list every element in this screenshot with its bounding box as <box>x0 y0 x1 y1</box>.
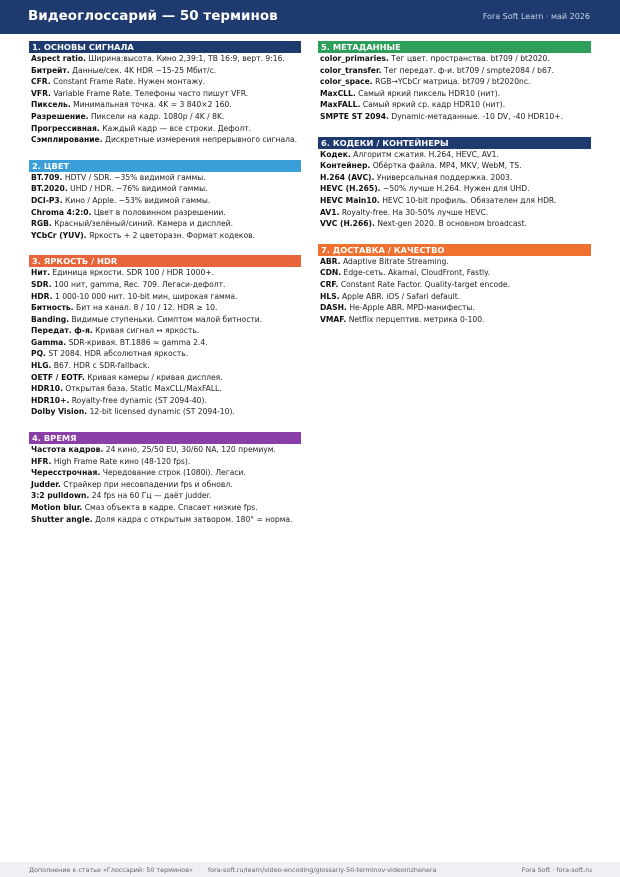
section-title: 6. КОДЕКИ / КОНТЕЙНЕРЫ <box>318 137 591 149</box>
term-entry <box>320 218 591 230</box>
term-name: 3:2 pulldown. <box>31 491 90 501</box>
term-definition: 1 000-10 000 нит. 10-bit мин, широкая гамма. <box>54 291 238 301</box>
term-name: Judder. <box>31 479 61 489</box>
term-list <box>29 172 301 242</box>
term-definition: Ширина:высота. Кино 2,39:1, ТВ 16:9, верт. 9:16. <box>88 54 285 63</box>
term-name: CRF. <box>320 279 339 289</box>
term-entry <box>31 444 301 456</box>
term-definition: Минимальная точка. 4K = 3 840×2 160. <box>73 100 232 110</box>
term-definition: Edge-сеть. Akamai, CloudFront, Fastly. <box>343 268 490 278</box>
term-name: BT.2020. <box>31 184 68 194</box>
section-title: 2. ЦВЕТ <box>29 160 301 172</box>
term-name: DCI-P3. <box>31 195 63 205</box>
term-name: CDN. <box>320 268 342 278</box>
term-entry <box>31 207 301 219</box>
term-definition: Обёртка файла. MP4, MKV, WebM, TS. <box>372 161 522 171</box>
term-definition: Страйкер при несовпадении fps и обновл. <box>63 479 233 489</box>
term-entry <box>31 230 301 242</box>
term-definition: HEVC 10-bit профиль. Обязателен для HDR. <box>382 195 557 205</box>
section-title: 3. ЯРКОСТЬ / HDR <box>29 255 301 267</box>
term-name: Gamma. <box>31 337 67 347</box>
term-definition: Дискретные измерения непрерывного сигнала. <box>105 135 298 145</box>
term-name: DASH. <box>320 303 347 313</box>
term-definition: Кино / Apple. ~53% видимой гаммы. <box>65 195 211 205</box>
term-entry <box>320 183 591 195</box>
footer-brand: Fora Soft · fora-soft.ru <box>521 866 592 874</box>
term-name: SDR. <box>31 279 52 289</box>
term-list <box>318 256 591 326</box>
term-name: color_transfer. <box>320 65 382 75</box>
term-entry <box>320 149 591 161</box>
term-list <box>29 53 301 146</box>
term-entry <box>31 195 301 207</box>
term-definition: 24 кино, 25/50 EU, 30/60 NA, 120 премиум. <box>105 445 276 455</box>
glossary-section <box>318 244 591 326</box>
term-name: Пиксель. <box>31 100 71 110</box>
term-definition: Тег передат. ф-и. bt709 / smpte2084 / b67. <box>383 65 555 75</box>
term-definition: 12-bit licensed dynamic (ST 2094-10). <box>89 407 235 417</box>
term-definition: Открытая база. Static MaxCLL/MaxFALL. <box>65 384 222 394</box>
term-name: HDR10. <box>31 384 63 394</box>
footer-url[interactable]: fora-soft.ru/learn/video-encoding/glossariy-50-terminov-videoinzhenera <box>208 866 437 874</box>
right-column <box>318 41 591 339</box>
term-name: Битность. <box>31 303 74 313</box>
term-name: Разрешение. <box>31 111 89 121</box>
term-definition: SDR-кривая. BT.1886 ≈ gamma 2.4. <box>68 337 208 347</box>
term-entry <box>31 479 301 491</box>
term-name: YCbCr (YUV). <box>31 230 87 240</box>
term-definition: Royalty-free dynamic (ST 2094-40). <box>71 395 207 405</box>
term-definition: Самый яркий пиксель HDR10 (нит). <box>358 88 501 98</box>
term-definition: Кривая сигнал ↔ яркость. <box>95 326 200 336</box>
term-entry <box>31 65 301 77</box>
term-entry <box>31 325 301 337</box>
section-title: 7. ДОСТАВКА / КАЧЕСТВО <box>318 244 591 256</box>
term-entry <box>320 291 591 303</box>
term-name: SMPTE ST 2094. <box>320 111 389 121</box>
term-definition: RGB→YCbCr матрица. bt709 / bt2020nc. <box>375 77 531 87</box>
term-entry <box>31 514 301 526</box>
term-entry <box>31 383 301 395</box>
term-name: Motion blur. <box>31 503 83 512</box>
term-name: Кодек. <box>320 149 351 159</box>
term-name: Dolby Vision. <box>31 407 88 417</box>
term-entry <box>320 99 591 111</box>
header-meta: Fora Soft Learn · май 2026 <box>482 12 590 21</box>
term-entry <box>31 337 301 349</box>
term-entry <box>31 456 301 468</box>
term-entry <box>31 490 301 502</box>
term-definition: Бит на канал. 8 / 10 / 12. HDR ≥ 10. <box>76 303 218 313</box>
term-entry <box>31 76 301 88</box>
term-name: ABR. <box>320 256 341 266</box>
term-entry <box>320 279 591 291</box>
term-definition: Доля кадра с открытым затвором. 180° = норма. <box>95 514 293 524</box>
term-entry <box>31 172 301 184</box>
term-name: color_space. <box>320 77 373 87</box>
term-name: Chroma 4:2:0. <box>31 207 92 217</box>
term-definition: Dynamic-метаданные. -10 DV, -40 HDR10+. <box>391 111 564 121</box>
term-name: VMAF. <box>320 314 347 324</box>
footer-article-note: Дополнение к статье «Глоссарий: 50 терминов» <box>29 866 193 874</box>
term-definition: HDTV / SDR. ~35% видимой гаммы. <box>64 172 206 182</box>
term-entry <box>320 53 591 65</box>
term-list <box>29 444 301 525</box>
term-name: Передат. ф-я. <box>31 326 93 336</box>
term-entry <box>31 183 301 195</box>
term-entry <box>31 291 301 303</box>
term-name: HLG. <box>31 361 52 371</box>
term-entry <box>31 53 301 65</box>
term-definition: Royalty-free. На 30-50% лучше HEVC. <box>341 207 489 217</box>
term-name: HLS. <box>320 291 340 301</box>
term-entry <box>320 256 591 268</box>
term-entry <box>31 111 301 123</box>
glossary-section <box>29 255 301 418</box>
term-list <box>29 267 301 418</box>
term-definition: Данные/сек. 4K HDR ~15-25 Мбит/с. <box>72 65 217 75</box>
term-name: VFR. <box>31 88 51 98</box>
page-footer <box>0 862 620 877</box>
term-definition: ~50% лучше H.264. Нужен для UHD. <box>382 184 530 194</box>
term-definition: Видимые ступеньки. Симптом малой битности. <box>71 314 263 324</box>
term-entry <box>320 302 591 314</box>
term-definition: Красный/зелёный/синий. Камера и дисплей. <box>54 219 234 229</box>
term-entry <box>320 172 591 184</box>
term-entry <box>31 134 301 146</box>
term-entry <box>31 360 301 372</box>
term-entry <box>31 395 301 407</box>
term-definition: ST 2084. HDR абсолютная яркость. <box>48 349 189 359</box>
term-name: H.264 (AVC). <box>320 172 375 182</box>
term-name: MaxCLL. <box>320 88 356 98</box>
term-definition: Каждый кадр — все строки. Дефолт. <box>102 123 252 133</box>
term-entry <box>320 195 591 207</box>
glossary-section <box>29 160 301 242</box>
term-entry <box>31 218 301 230</box>
term-definition: B67. HDR с SDR-fallback. <box>53 361 150 371</box>
term-name: RGB. <box>31 219 52 229</box>
term-name: color_primaries. <box>320 54 389 63</box>
term-definition: Netflix перцептив. метрика 0-100. <box>348 314 485 324</box>
term-definition: Самый яркий ср. кадр HDR10 (нит). <box>362 100 506 110</box>
term-definition: Adaptive Bitrate Streaming. <box>342 256 449 266</box>
term-name: Сэмплирование. <box>31 135 103 145</box>
term-definition: Универсальная поддержка. 2003. <box>376 172 513 182</box>
term-entry <box>31 123 301 135</box>
term-entry <box>31 302 301 314</box>
term-name: Banding. <box>31 314 70 324</box>
term-entry <box>31 372 301 384</box>
term-name: BT.709. <box>31 172 63 182</box>
page-header <box>0 0 620 34</box>
section-title: 5. МЕТАДАННЫЕ <box>318 41 591 53</box>
section-title: 4. ВРЕМЯ <box>29 432 301 444</box>
term-name: HEVC Main10. <box>320 195 380 205</box>
term-entry <box>320 65 591 77</box>
term-name: Контейнер. <box>320 161 371 171</box>
term-name: Shutter angle. <box>31 514 93 524</box>
term-entry <box>320 111 591 123</box>
term-entry <box>31 406 301 418</box>
term-name: Битрейт. <box>31 65 70 75</box>
glossary-section <box>29 41 301 146</box>
term-name: CFR. <box>31 77 51 87</box>
left-column <box>29 41 301 539</box>
term-entry <box>320 88 591 100</box>
term-entry <box>31 467 301 479</box>
term-entry <box>320 160 591 172</box>
term-name: Нит. <box>31 268 50 278</box>
term-entry <box>31 502 301 514</box>
term-name: MaxFALL. <box>320 100 361 110</box>
term-list <box>318 149 591 230</box>
term-definition: Яркость + 2 цветоразн. Формат кодеков. <box>89 230 256 240</box>
term-definition: Тег цвет. пространства. bt709 / bt2020. <box>391 54 550 63</box>
term-entry <box>31 348 301 360</box>
term-definition: Constant Rate Factor. Quality-target encode. <box>340 279 511 289</box>
term-name: Частота кадров. <box>31 445 104 455</box>
term-entry <box>31 267 301 279</box>
term-definition: Единица яркости. SDR 100 / HDR 1000+. <box>52 268 215 278</box>
term-name: HDR10+. <box>31 395 70 405</box>
term-name: AV1. <box>320 207 340 217</box>
term-definition: Пиксели на кадр. 1080p / 4K / 8K. <box>90 111 225 121</box>
glossary-section <box>29 432 301 525</box>
term-definition: Алгоритм сжатия. H.264, HEVC, AV1. <box>353 149 499 159</box>
term-definition: Constant Frame Rate. Нужен монтажу. <box>53 77 206 87</box>
term-definition: Цвет в половинном разрешении. <box>93 207 226 217</box>
term-entry <box>31 99 301 111</box>
term-entry <box>320 267 591 279</box>
term-definition: Variable Frame Rate. Телефоны часто пишут VFR. <box>53 88 249 98</box>
term-entry <box>320 314 591 326</box>
term-definition: Next-gen 2020. В основном broadcast. <box>377 219 527 229</box>
term-definition: Apple ABR. iOS / Safari default. <box>341 291 461 301</box>
term-list <box>318 53 591 123</box>
term-name: HEVC (H.265). <box>320 184 381 194</box>
term-definition: 24 fps на 60 Гц — даёт judder. <box>91 491 212 501</box>
term-name: Прогрессивная. <box>31 123 100 133</box>
glossary-section <box>318 137 591 230</box>
page-title: Видеоглоссарий — 50 терминов <box>28 8 278 24</box>
term-name: HDR. <box>31 291 53 301</box>
term-entry <box>31 88 301 100</box>
term-name: Чересстрочная. <box>31 468 101 478</box>
term-name: Aspect ratio. <box>31 54 86 63</box>
section-title: 1. ОСНОВЫ СИГНАЛА <box>29 41 301 53</box>
glossary-section <box>318 41 591 123</box>
term-definition: High Frame Rate кино (48-120 fps). <box>53 456 191 466</box>
term-definition: Смаз объекта в кадре. Спасает низкие fps. <box>84 503 258 512</box>
term-entry <box>320 207 591 219</box>
term-entry <box>31 314 301 326</box>
term-entry <box>31 279 301 291</box>
term-definition: Чередование строк (1080i). Легаси. <box>102 468 246 478</box>
term-name: HFR. <box>31 456 52 466</box>
term-name: OETF / EOTF. <box>31 372 85 382</box>
term-definition: Не-Apple ABR. MPD-манифесты. <box>349 303 475 313</box>
term-entry <box>320 76 591 88</box>
term-name: PQ. <box>31 349 46 359</box>
term-definition: 100 нит, gamma, Rec. 709. Легаси-дефолт. <box>54 279 226 289</box>
term-definition: Кривая камеры / кривая дисплея. <box>87 372 223 382</box>
term-definition: UHD / HDR. ~76% видимой гаммы. <box>70 184 208 194</box>
term-name: VVC (H.266). <box>320 219 375 229</box>
